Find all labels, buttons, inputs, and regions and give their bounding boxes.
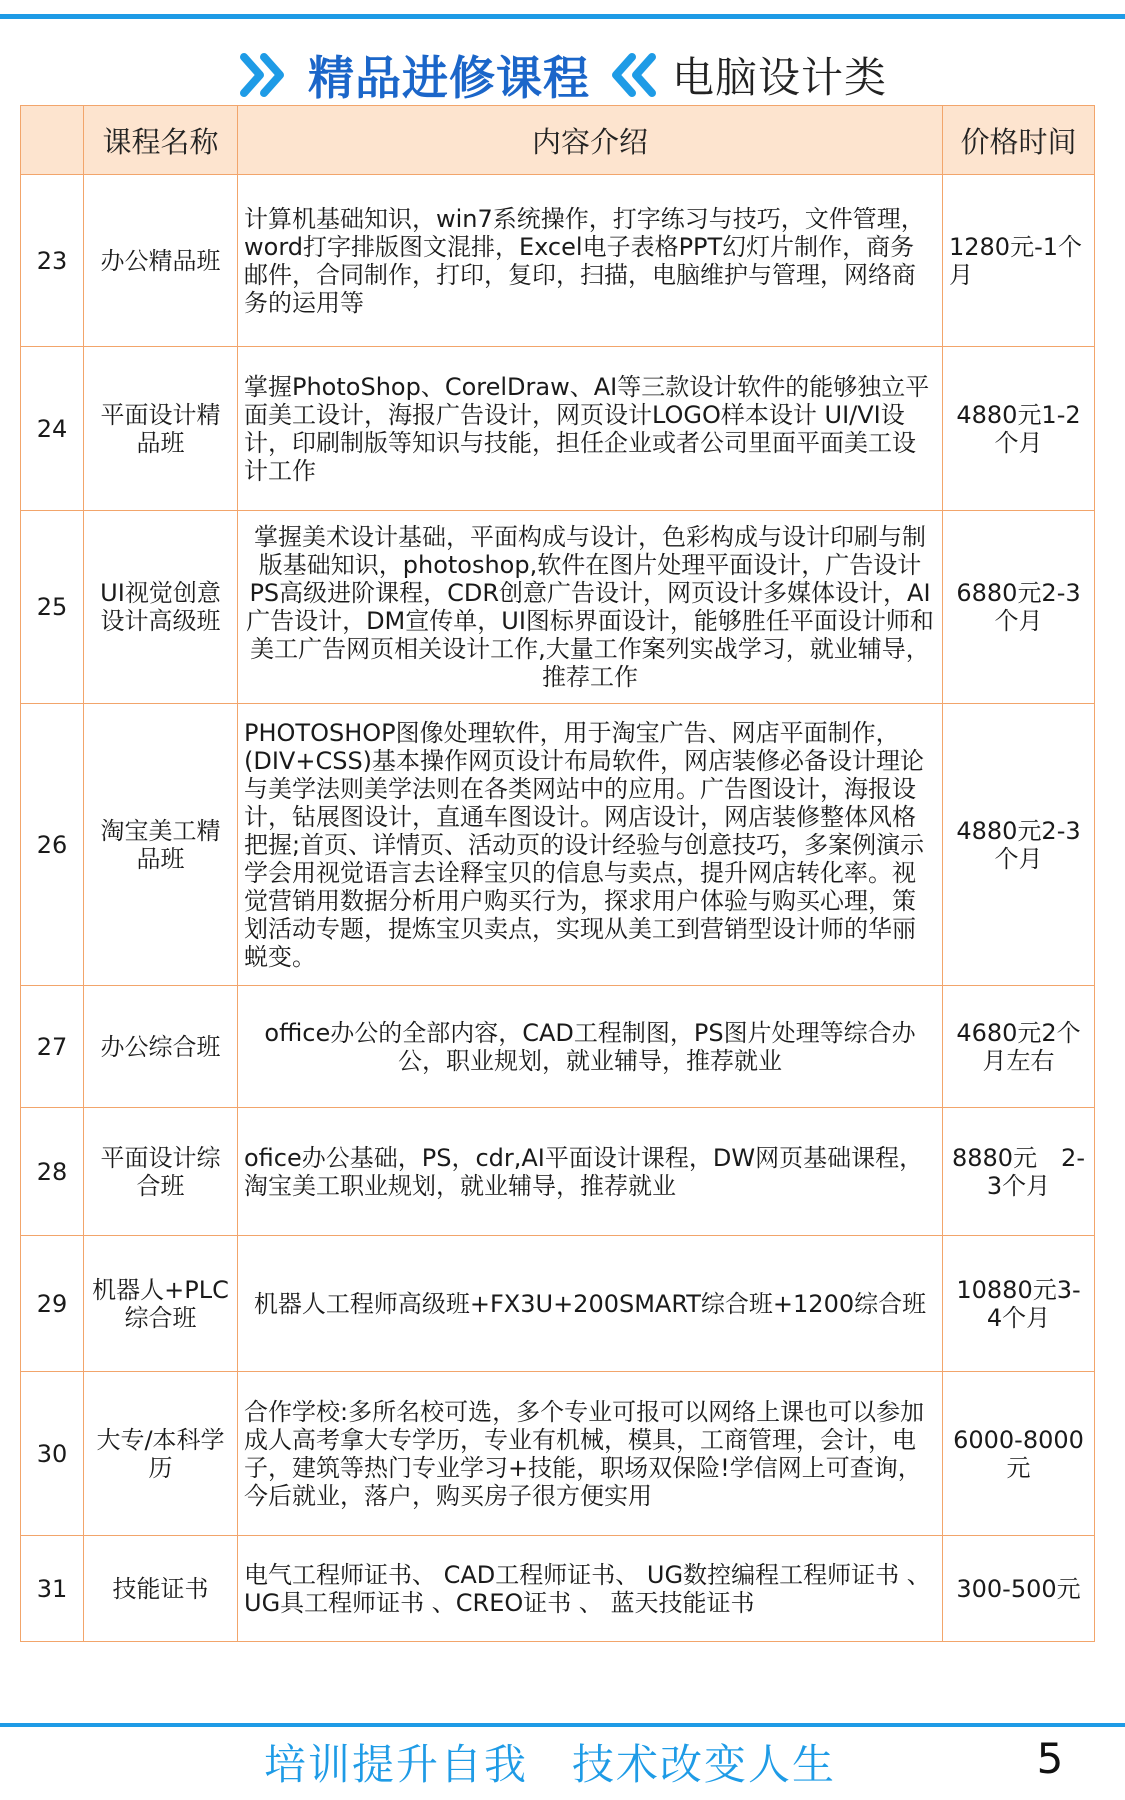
course-name: 淘宝美工精品班: [84, 704, 238, 986]
row-number: 30: [21, 1372, 84, 1536]
page-number: 5: [1036, 1734, 1064, 1783]
course-price: 6000-8000元: [943, 1372, 1095, 1536]
course-name: 办公精品班: [84, 175, 238, 347]
row-number: 26: [21, 704, 84, 986]
course-name: 平面设计精品班: [84, 347, 238, 511]
course-table: [20, 105, 1095, 1642]
course-name: 技能证书: [84, 1536, 238, 1642]
course-name: 大专/本科学历: [84, 1372, 238, 1536]
table-row: [21, 347, 1095, 511]
course-description: 掌握美术设计基础，平面构成与设计，色彩构成与设计印刷与制版基础知识，photoshop,软件在图片处理平面设计，广告设计PS高级进阶课程，CDR创意广告设计，网页设计多媒体设计，AI广告设计，DM宣传单，UI图标界面设计，能够胜任平面设计师和美工广告网页相关设计工作,大量工作案列实战学习，就业辅导，推荐工作: [238, 511, 943, 704]
course-description: 电气工程师证书、 CAD工程师证书、 UG数控编程工程师证书 、 UG具工程师证书 、CREO证书 、 蓝天技能证书: [238, 1536, 943, 1642]
table-row: [21, 704, 1095, 986]
row-number: 27: [21, 986, 84, 1108]
table-row: [21, 1236, 1095, 1372]
course-price: 4880元2-3个月: [943, 704, 1095, 986]
page-title: 精品进修课程: [307, 51, 590, 105]
course-price: 4680元2个月左右: [943, 986, 1095, 1108]
row-number: 23: [21, 175, 84, 347]
course-price: 10880元3-4个月: [943, 1236, 1095, 1372]
row-number: 29: [21, 1236, 84, 1372]
course-price: 6880元2-3个月: [943, 511, 1095, 704]
course-name: 机器人+PLC综合班: [84, 1236, 238, 1372]
course-description: ofice办公基础，PS，cdr,AI平面设计课程，DW网页基础课程，淘宝美工职业规划，就业辅导，推荐就业: [238, 1108, 943, 1236]
double-chevron-left-icon: [606, 47, 658, 103]
course-description: 掌握PhotoShop、CorelDraw、AI等三款设计软件的能够独立平面美工设计，海报广告设计，网页设计LOGO样本设计 UI/VI设计，印刷制版等知识与技能，担任企业或者公司里面平面美工设计工作: [238, 347, 943, 511]
course-price: 8880元 2-3个月: [943, 1108, 1095, 1236]
table-header-row: [21, 106, 1095, 175]
footer-slogan: 培训提升自我 技术改变人生: [263, 1740, 836, 1789]
column-header-price-duration: 价格时间: [943, 106, 1095, 175]
table-row: [21, 511, 1095, 704]
course-price: 300-500元: [943, 1536, 1095, 1642]
category-title: 电脑设计类: [671, 53, 887, 102]
row-number: 24: [21, 347, 84, 511]
course-name: 办公综合班: [84, 986, 238, 1108]
table-row: [21, 1372, 1095, 1536]
row-number: 31: [21, 1536, 84, 1642]
column-header-course-name: 课程名称: [84, 106, 238, 175]
course-description: 合作学校:多所名校可选，多个专业可报可以网络上课也可以参加成人高考拿大专学历，专业有机械，模具，工商管理，会计，电子，建筑等热门专业学习+技能，职场双保险!学信网上可查询，今后就业，落户，购买房子很方便实用: [238, 1372, 943, 1536]
course-description: PHOTOSHOP图像处理软件，用于淘宝广告、网店平面制作，(DIV+CSS)基本操作网页设计布局软件，网店装修必备设计理论与美学法则美学法则在各类网站中的应用。广告图设计，海报设计，钻展图设计，直通车图设计。网店设计，网店装修整体风格把握;首页、详情页、活动页的设计经验与创意技巧，多案例演示学会用视觉语言去诠释宝贝的信息与卖点，提升网店转化率。视觉营销用数据分析用户购买行为，探求用户体验与购买心理，策划活动专题，提炼宝贝卖点，实现从美工到营销型设计师的华丽蜕变。: [238, 704, 943, 986]
column-header-number: [21, 106, 84, 175]
column-header-description: 内容介绍: [238, 106, 943, 175]
table-row: [21, 1536, 1095, 1642]
top-divider: [0, 14, 1125, 19]
table-row: [21, 1108, 1095, 1236]
bottom-divider: [0, 1723, 1125, 1727]
course-description: office办公的全部内容，CAD工程制图，PS图片处理等综合办公，职业规划，就业辅导，推荐就业: [238, 986, 943, 1108]
course-price: 1280元-1个月: [943, 175, 1095, 347]
course-price: 4880元1-2个月: [943, 347, 1095, 511]
row-number: 25: [21, 511, 84, 704]
course-description: 机器人工程师高级班+FX3U+200SMART综合班+1200综合班: [238, 1236, 943, 1372]
table-row: [21, 175, 1095, 347]
row-number: 28: [21, 1108, 84, 1236]
double-chevron-right-icon: [238, 47, 290, 103]
table-row: [21, 986, 1095, 1108]
course-name: 平面设计综合班: [84, 1108, 238, 1236]
course-description: 计算机基础知识，win7系统操作，打字练习与技巧，文件管理，word打字排版图文混排，Excel电子表格PPT幻灯片制作，商务邮件，合同制作，打印，复印，扫描，电脑维护与管理，网络商务的运用等: [238, 175, 943, 347]
page-header: [0, 40, 1125, 110]
course-name: UI视觉创意设计高级班: [84, 511, 238, 704]
